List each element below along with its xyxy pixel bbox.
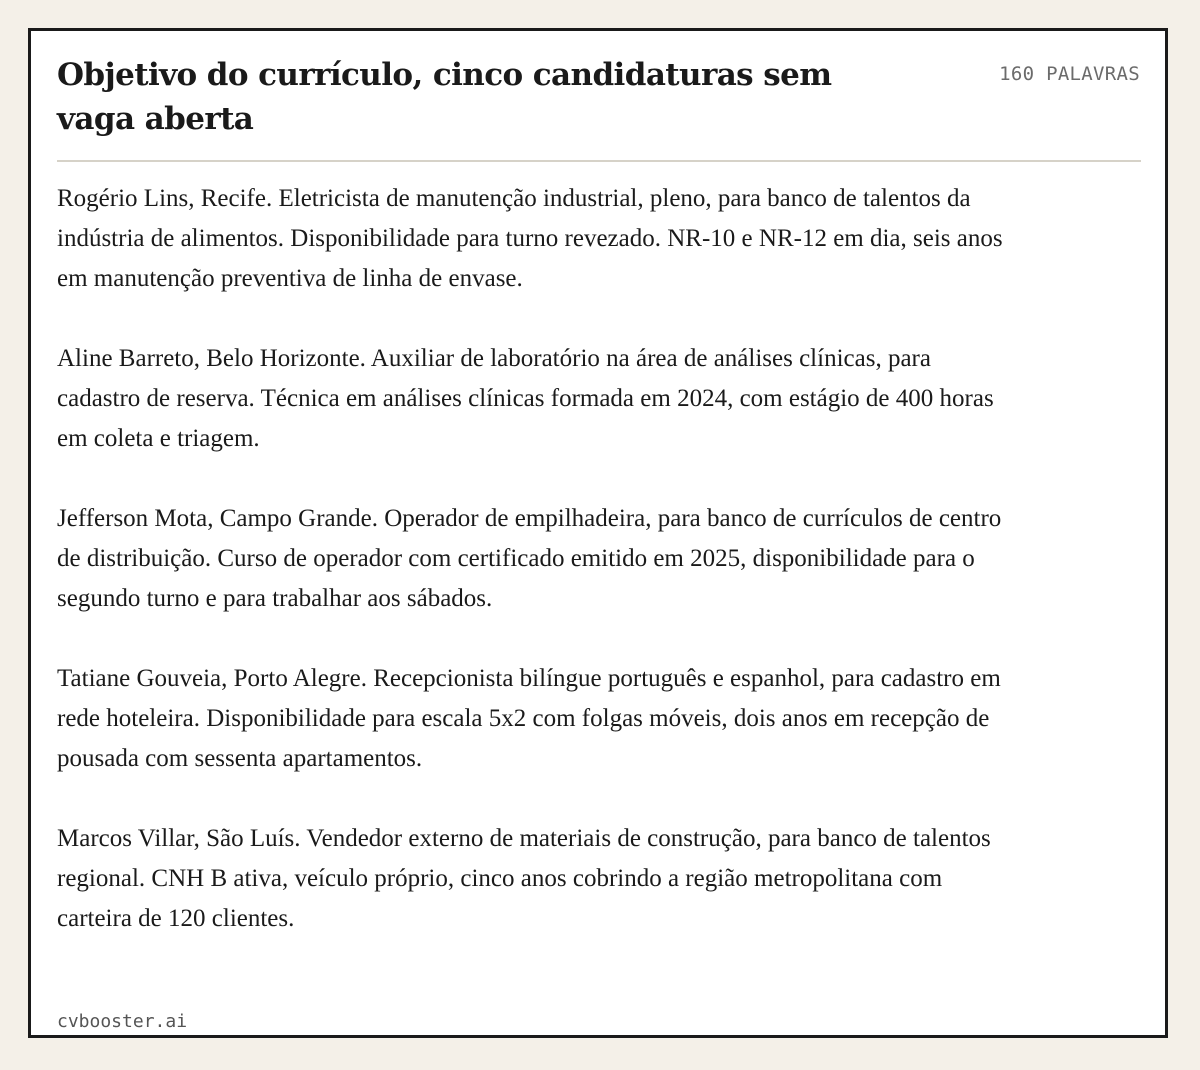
entries-list xyxy=(57,179,1017,979)
entry-paragraph: Marcos Villar, São Luís. Vendedor externo de materiais de construção, para banco de talentos regional. CNH B ativa, veículo próprio, cinco anos cobrindo a região metropolitana com carteira de 120 clientes. xyxy=(57,825,991,932)
entry-paragraph: Tatiane Gouveia, Porto Alegre. Recepcionista bilíngue português e espanhol, para cadastro em rede hoteleira. Disponibilidade para escala 5x2 com folgas móveis, dois anos em recepção de pousada com sessenta apartamentos. xyxy=(57,665,1001,772)
entry-paragraph: Aline Barreto, Belo Horizonte. Auxiliar de laboratório na área de análises clínicas, para cadastro de reserva. Técnica em análises clínicas formada em 2024, com estágio de 400 horas em coleta e triagem. xyxy=(57,345,994,452)
entry-paragraph: Rogério Lins, Recife. Eletricista de manutenção industrial, pleno, para banco de talentos da indústria de alimentos. Disponibilidade para turno revezado. NR-10 e NR-12 em dia, seis anos em manutenção preventiva de linha de envase. xyxy=(57,185,1003,292)
document-card xyxy=(28,28,1168,1038)
word-count-label: 160 PALAVRAS xyxy=(999,63,1140,85)
footer-brand: cvbooster.ai xyxy=(57,1011,188,1032)
header-divider xyxy=(57,160,1141,162)
entry-paragraph: Jefferson Mota, Campo Grande. Operador de empilhadeira, para banco de currículos de centro de distribuição. Curso de operador com certificado emitido em 2025, disponibilidade para o segundo turno e para trabalhar aos sábados. xyxy=(57,505,1002,612)
page-title: Objetivo do currículo, cinco candidaturas sem vaga aberta xyxy=(57,57,832,137)
